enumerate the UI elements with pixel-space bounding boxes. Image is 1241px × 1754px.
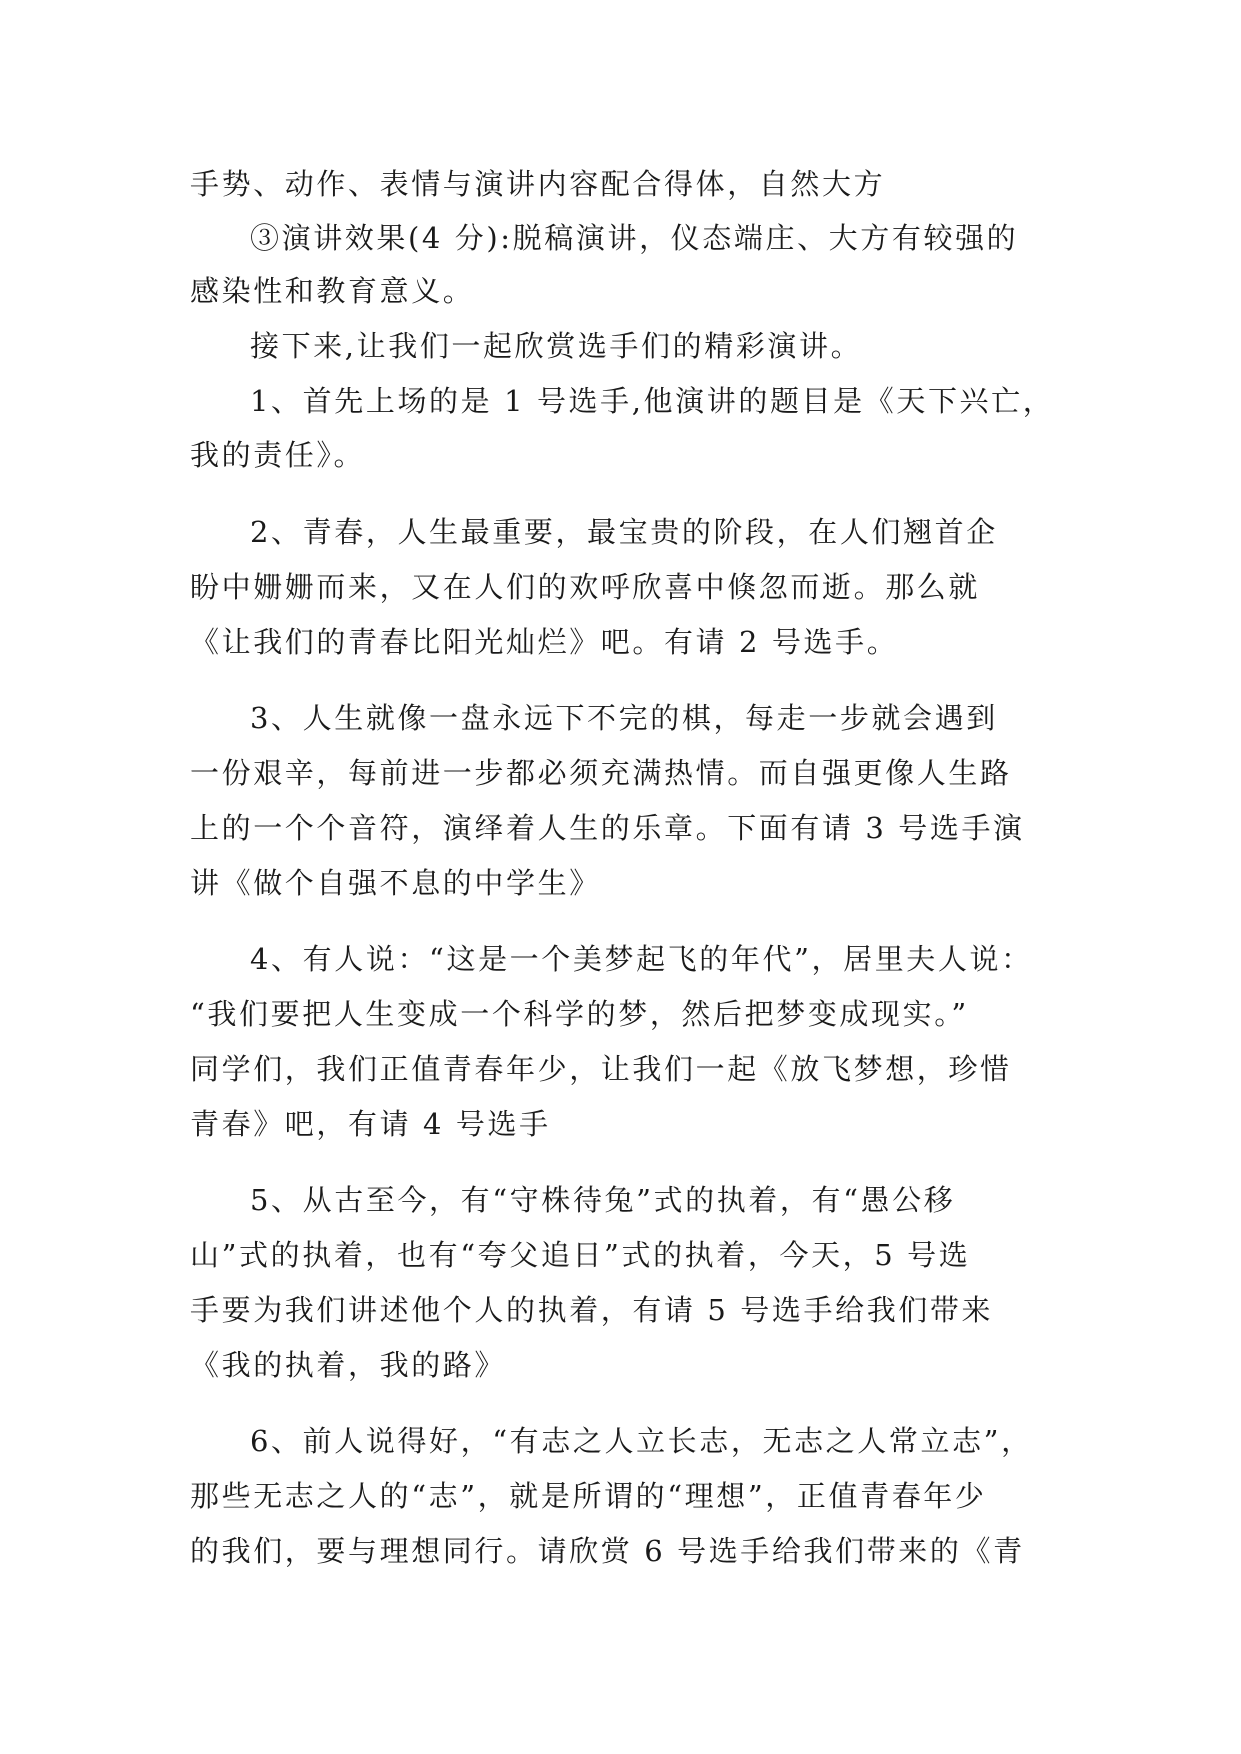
text-line: 2、青春，人生最重要，最宝贵的阶段，在人们翘首企 [250,515,998,549]
text-line: 同学们，我们正值青春年少，让我们一起《放飞梦想，珍惜 [190,1052,1012,1086]
text-line: 上的一个个音符，演绎着人生的乐章。下面有请 3 号选手演 [190,811,1025,845]
text-line: 讲《做个自强不息的中学生》 [190,866,601,900]
text-line: 《我的执着，我的路》 [190,1348,507,1382]
text-line: ③演讲效果(4 分):脱稿演讲，仪态端庄、大方有较强的 [250,221,1019,255]
text-line: 青春》吧，有请 4 号选手 [190,1107,551,1141]
text-line: 一份艰辛，每前进一步都必须充满热情。而自强更像人生路 [190,756,1012,790]
text-line: 4、有人说：“这是一个美梦起飞的年代”，居里夫人说： [250,942,1033,976]
text-line: 1、首先上场的是 1 号选手,他演讲的题目是《天下兴亡， [250,384,1055,418]
text-line: 手势、动作、表情与演讲内容配合得体，自然大方 [190,167,886,201]
text-line: 感染性和教育意义。 [190,274,475,308]
text-line: 6、前人说得好，“有志之人立长志，无志之人常立志”， [250,1424,1033,1458]
text-line: 接下来,让我们一起欣赏选手们的精彩演讲。 [250,329,863,363]
text-line: “我们要把人生变成一个科学的梦，然后把梦变成现实。” [190,997,969,1031]
text-line: 我的责任》。 [190,438,366,472]
text-line: 《让我们的青春比阳光灿烂》吧。有请 2 号选手。 [190,625,899,659]
text-line: 3、人生就像一盘永远下不完的棋，每走一步就会遇到 [250,701,998,735]
text-line: 的我们，要与理想同行。请欣赏 6 号选手给我们带来的《青 [190,1534,1025,1568]
text-line: 5、从古至今，有“守株待兔”式的执着，有“愚公移 [250,1183,956,1217]
text-line: 那些无志之人的“志”，就是所谓的“理想”，正值青春年少 [190,1479,987,1513]
text-line: 手要为我们讲述他个人的执着，有请 5 号选手给我们带来 [190,1293,994,1327]
text-line: 山”式的执着，也有“夸父追日”式的执着，今天，5 号选 [190,1238,971,1272]
text-line: 盼中姗姗而来，又在人们的欢呼欣喜中倏忽而逝。那么就 [190,570,981,604]
